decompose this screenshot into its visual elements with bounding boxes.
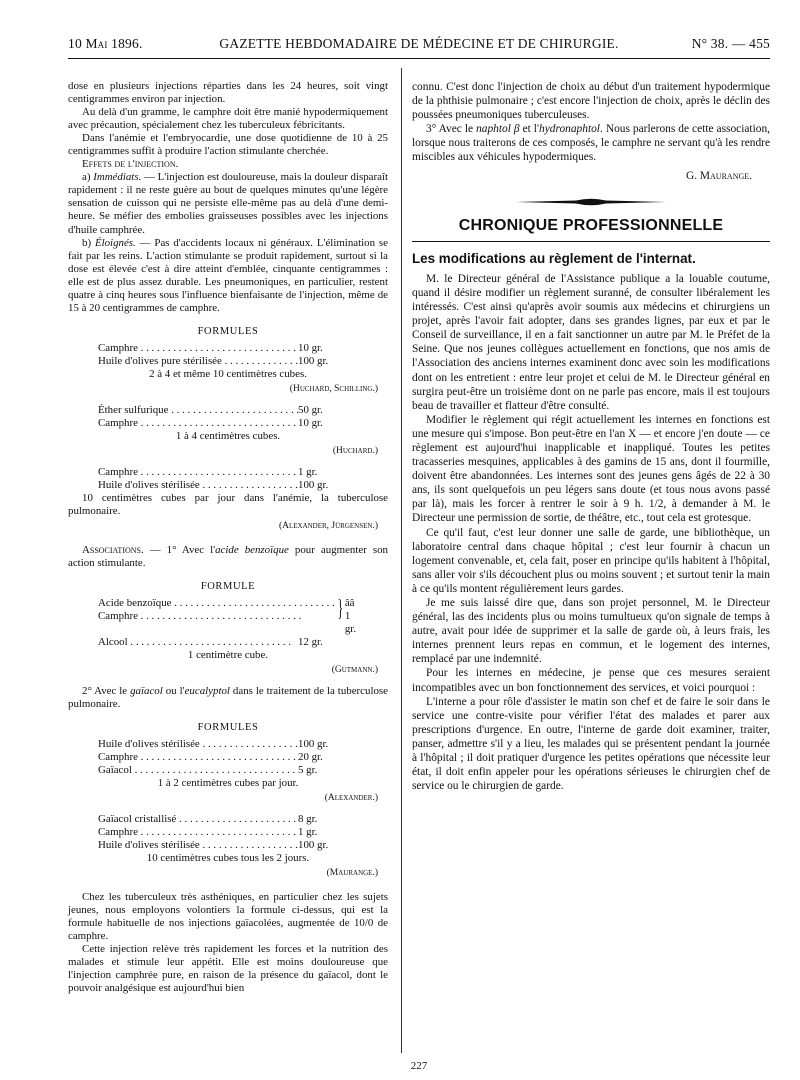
- dosage-note: 10 centimètres cubes tous les 2 jours.: [146, 852, 310, 865]
- ingredient: Huile d'olives stérilisée . . .: [98, 738, 298, 751]
- dosage-note: 1 à 2 centimètres cubes par jour.: [157, 777, 299, 790]
- formula-line: [68, 355, 388, 368]
- header-date: 10 Mai 1896.: [68, 36, 143, 51]
- quantity: 50 gr.: [298, 404, 323, 417]
- paragraph-eloignes: [68, 237, 388, 315]
- naphtol-paragraph: [412, 122, 770, 164]
- section-rule: [412, 241, 770, 242]
- formulas-title: FORMULES: [197, 722, 259, 734]
- ingredient: Huile d'olives pure stérilisée . . .: [98, 355, 298, 368]
- text-run: dans le traitement de la tuberculose pulmonaire.: [68, 684, 388, 710]
- formula-line: [68, 417, 388, 430]
- quantity: 100 gr.: [298, 738, 329, 751]
- paragraph-immediats: [68, 171, 388, 236]
- ingredient: Camphre . . .: [98, 826, 298, 839]
- column-divider: [401, 68, 402, 1053]
- header-issue-page: N° 38. — 455: [691, 36, 770, 51]
- ingredient: Camphre . . .: [98, 610, 335, 623]
- text-run: 3° Avec le: [426, 123, 477, 136]
- formula-line: [68, 826, 388, 839]
- header-journal-title: GAZETTE HEBDOMADAIRE DE MÉDECINE ET DE CHIRURGIE.: [219, 36, 619, 51]
- text-run: — 1° Avec l': [143, 543, 216, 556]
- ornament-icon: [516, 197, 666, 207]
- text-run: et l': [519, 123, 540, 136]
- ingredient: Camphre . . .: [98, 342, 298, 355]
- left-column: [68, 80, 388, 995]
- section-title: CHRONIQUE PROFESSIONNELLE: [458, 216, 724, 234]
- formula-source: (Huchard.): [332, 446, 378, 457]
- formula-source: (Huchard, Schilling.): [289, 384, 378, 395]
- paragraph: Pour les internes en médecine, je pense que ces mesures seraient incompatibles avec un bon fonctionnement des services, et voici pourquoi :: [412, 667, 770, 694]
- text-run: 2° Avec le: [82, 684, 131, 697]
- formula-line: [68, 813, 388, 826]
- italic-term: hydronaphtol: [539, 123, 600, 136]
- item-text: — Pas d'accidents locaux ni généraux. L'élimination se fait par les reins. L'action stimulante se produit rapidement, surtout si la dose est élevée c'est à dire atteint d'emblée, cinquante centigrammes : elle est de plus assez durable. Les pneumoniques, en particulier, restent quatre à cinq heures sous l'influence bienfaisante de l'injection, même de 15 à 20 centigrammes de camphre.: [68, 236, 388, 314]
- paragraph: L'interne a pour rôle d'assister le matin son chef et de faire le soir dans le service une contre-visite pour vérifier l'état des malades et parer aux prescriptions d'urgence. En outre, l'interne de garde doit examiner, traiter, panser, admettre s'il y a lieu, les malades qui se présentent pendant la journée à l'hôpital ; il doit pratiquer d'urgence les petites opérations que nécessite leur état, il doit enfin appeler pour les opérations sérieuses le chirurgien chef de service ou le chirurgien de garde.: [412, 695, 770, 793]
- author-signature: G. Maurange.: [685, 169, 752, 182]
- formula-line: [68, 466, 388, 479]
- formulas-title: FORMULES: [197, 325, 259, 337]
- ingredient: Huile d'olives stérilisée . . .: [98, 479, 298, 492]
- item-text: — L'injection est douloureuse, mais la douleur disparaît rapidement : il ne reste guère au bout de quelques minutes qu'une légère sensation de cuisson qui ne persiste elle-même pas au delà d'une demi-heure. Se méfier des embolies graisseuses possibles avec les injections d'huile camphrée.: [68, 171, 388, 236]
- ingredient: Camphre . . .: [98, 417, 298, 430]
- paragraph: dose en plusieurs injections réparties dans les 24 heures, soit vingt centigrammes environ par injection.: [68, 80, 388, 106]
- paragraph: Cette injection relève très rapidement les forces et la nutrition des malades et stimule leur appétit. Elle est moins douloureuse que l'injection camphrée pure, en raison de la présence du gaïacol, dont le pouvoir analgésique est aujourd'hui bien: [68, 942, 388, 994]
- text-run: ou l': [162, 684, 185, 697]
- italic-term: eucalyptol: [184, 684, 230, 697]
- formula-source: (Gutmann.): [331, 664, 378, 675]
- quantity: 12 gr.: [298, 635, 323, 648]
- quantity: 20 gr.: [298, 751, 323, 764]
- braced-formula: [68, 597, 388, 636]
- article-subtitle: Les modifications au règlement de l'internat.: [412, 250, 696, 266]
- ingredient: Gaïacol . . .: [98, 764, 298, 777]
- item-letter: a): [82, 171, 91, 184]
- ingredient: Alcool . . .: [98, 636, 298, 649]
- text-run: pour augmenter son action stimulante.: [68, 543, 388, 569]
- paragraph: Chez les tuberculeux très asthéniques, en particulier chez les sujets jeunes, nous employons volontiers la formule ci-dessus, qui est la formule habituelle de nos injections gaïacolées, augmentée de 10/0 de camphre.: [68, 890, 388, 942]
- italic-term: naphtol β: [476, 123, 520, 136]
- ingredient: Acide benzoïque . . .: [98, 597, 335, 610]
- effets-heading: [68, 158, 388, 171]
- quantity: 100 gr.: [298, 839, 329, 852]
- formula-line: [68, 738, 388, 751]
- formulas-block-1: [68, 325, 388, 534]
- formula-line: [68, 751, 388, 764]
- paragraph: Dans l'anémie et l'embryocardie, une dose quotidienne de 10 à 25 centigrammes suffit à produire l'action stimulante cherchée.: [68, 132, 388, 158]
- formula-block-2: [68, 580, 388, 677]
- quantity: 100 gr.: [298, 479, 329, 492]
- formula-line: [68, 404, 388, 417]
- quantity: 10 gr.: [298, 417, 323, 430]
- formula-source: (Maurange.): [326, 868, 378, 879]
- paragraph: connu. C'est donc l'injection de choix au début d'un traitement hypodermique de la phthisie pulmonaire ; c'est encore l'injection de choix, après le déclin des poussées pneumoniques tuberculeuses.: [412, 81, 770, 122]
- quantity: 5 gr.: [298, 764, 318, 777]
- associations-label: Associations.: [82, 543, 144, 556]
- right-column: [412, 80, 770, 793]
- formula-line: [68, 764, 388, 777]
- quantity: 1 gr.: [298, 466, 318, 479]
- brace-icon: }: [337, 595, 344, 622]
- gaiacol-paragraph: [68, 685, 388, 711]
- text-run: . Nous parlerons de cette association, lorsque nous traiterons de ces composés, le camphre ne servant qu'à les rendre miscibles aux véhicules hypodermiques.: [412, 123, 771, 164]
- ingredient: Huile d'olives stérilisée . . .: [98, 839, 298, 852]
- quantity: 1 gr.: [298, 826, 318, 839]
- page-folio: 227: [410, 1060, 428, 1072]
- item-letter: b): [82, 236, 92, 249]
- running-header: [68, 30, 770, 59]
- ingredient: Camphre . . .: [98, 466, 298, 479]
- italic-term: acide benzoïque: [215, 543, 289, 556]
- paragraph: Au delà d'un gramme, le camphre doit être manié hypodermiquement avec précaution, spécialement chez les tuberculeux fébricitants.: [68, 106, 388, 132]
- ingredient: Camphre . . .: [98, 751, 298, 764]
- journal-page: [68, 30, 770, 1070]
- paragraph: Modifier le règlement qui régit actuellement les internes en fonctions est une mesure qui s'impose. Bon peut-être en l'an X — et encore j'en doute — ce règlement est aujourd'hui inapplicable et inappliqué. Toutes les petites tracasseries mesquines, applicables à des gamins de 15 ans, dont il fourmille, doivent être abandonnées. Les internes sont des jeunes gens âgés de 22 à 30 ans, ils sont quelquefois un peu légers sans doute (et tous nous avons passé par là), mais les forcer à rentrer le soir à 9 h. 1/2, à demander à M. le Directeur une permission de sortie, de théâtre, etc., tout cela est grotesque.: [412, 413, 770, 525]
- quantity: ââ 1 gr.: [344, 596, 357, 635]
- formula-line: [68, 636, 388, 649]
- formula-source: (Alexander, Jürgensen.): [278, 521, 378, 532]
- formula-line: [68, 479, 388, 492]
- dosage-note: 1 centimètre cube.: [187, 648, 269, 661]
- ingredient: Éther sulfurique . . .: [98, 404, 298, 417]
- ingredient: Gaïacol cristallisé . . .: [98, 813, 298, 826]
- formula-source: (Alexander.): [324, 793, 378, 804]
- formula-line: [68, 839, 388, 852]
- paragraph: Je me suis laissé dire que, dans son projet personnel, M. le Directeur général, las des incidents plus ou moins tumultueux qu'on signale de temps à autre, avait pour idée de supprimer et la salle de garde où, à leurs frais, les internes prennent leurs repas en commun, et le logement des internes, remplacé par une indemnité.: [412, 597, 770, 666]
- ornamental-rule: [412, 197, 770, 207]
- formulas-block-3: [68, 721, 388, 881]
- braced-ingredients: [98, 597, 335, 636]
- paragraph: M. le Directeur général de l'Assistance publique a la louable coutume, quand il désire modifier un règlement suranné, de consulter libéralement les intéressés. C'est ainsi qu'après avoir soumis aux médecins et chirurgiens un projet, après l'avoir fait adopter, dans ses grandes lignes, par eux et par le Conseil de surveillance, il en a fait sanctionner un autre par M. le Préfet de la Seine. Que nos jeunes collègues actuellement en fonctions, que nos amis de l'Association des anciens internes examinent donc avec soin les modifications dont on les entretient : entre leur projet et celui de M. le Directeur général en surgira peut-être un troisième dont on ne parle pas encore, mais il est toujours beau de travailler et flatteur d'être consulté.: [412, 272, 770, 412]
- quantity: 8 gr.: [298, 813, 318, 826]
- quantity: 100 gr.: [298, 354, 329, 367]
- dosage-note: 1 à 4 centimètres cubes.: [175, 430, 281, 443]
- formula-line: [68, 342, 388, 355]
- quantity: 10 gr.: [298, 341, 323, 354]
- dosage-note: 2 à 4 et même 10 centimètres cubes.: [149, 367, 307, 380]
- associations-paragraph: [68, 544, 388, 570]
- effets-label: Effets de l'injection.: [82, 158, 179, 171]
- paragraph: Ce qu'il faut, c'est leur donner une salle de garde, une bibliothèque, un laboratoire central dans chaque hôpital ; c'est leur fournir à chacun un logement convenable, et, cela fait, poser en principe qu'ils habitent à l'hôpital, sans aller voir s'ils découchent plus ou moins souvent ; et surtout tenir la main à ce qu'ils montent régulièrement leurs gardes.: [412, 526, 770, 595]
- formula-title: FORMULE: [200, 580, 256, 592]
- dosage-note: 10 centimètres cubes par jour dans l'anémie, la tuberculose pulmonaire.: [68, 492, 388, 518]
- item-heading: Immédiats.: [93, 171, 142, 184]
- item-heading: Éloignés.: [94, 236, 136, 249]
- italic-term: gaïacol: [130, 684, 163, 697]
